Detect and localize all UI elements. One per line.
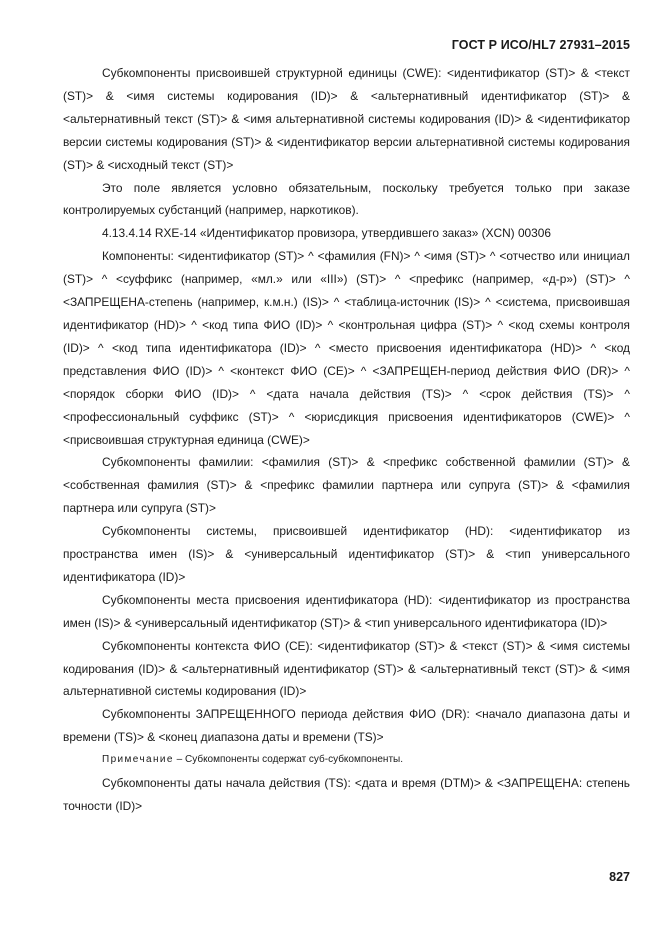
note — [63, 749, 630, 772]
paragraph-conditional-field: Это поле является условно обязательным, поскольку требуется только при заказе контролируемых субстанций (например, наркотиков). — [63, 180, 630, 218]
paragraph-validity-period-subcomponents: Субкомпоненты ЗАПРЕЩЕННОГО периода действия ФИО (DR): <начало диапазона даты и времени (TS)> & <конец диапазона даты и времени (TS)> — [63, 707, 630, 745]
paragraph-assigning-system-subcomponents: Субкомпоненты системы, присвоившей идентификатор (HD): <идентификатор из пространства имен (IS)> & <универсальный идентификатор (ST)> & <тип универсального идентификатора (ID)> — [63, 524, 630, 584]
paragraph-assigning-place-subcomponents: Субкомпоненты места присвоения идентификатора (HD): <идентификатор из пространства имен (IS)> & <универсальный идентификатор (ST)> & <тип универсального идентификатора (ID)> — [63, 592, 630, 630]
note-label: Примечание — [102, 754, 174, 766]
paragraph-cwe-subcomponents: Субкомпоненты присвоившей структурной единицы (CWE): <идентификатор (ST)> & <текст (ST)> & <имя системы кодирования (ID)> & <альтернативный идентификатор (ST)> & <альтернативный текст (ST)> & <имя альтернативной системы кодирования (ID)> & <идентификатор версии системы кодирования (ST)> & <идентификатор версии альтернативной системы кодирования (ST)> & <исходный текст (ST)> — [63, 66, 630, 172]
note-text: – Субкомпоненты содержат суб-субкомпоненты. — [173, 754, 403, 766]
section-heading-rxe-14: 4.13.4.14 RXE-14 «Идентификатор провизора, утвердившего заказ» (XCN) 00306 — [102, 226, 552, 241]
paragraph-components: Компоненты: <идентификатор (ST)> ^ <фамилия (FN)> ^ <имя (ST)> ^ <отчество или инициал (ST)> ^ <суффикс (например, «мл.» или «III») (ST)> ^ <префикс (например, «д-р») (ST)> ^ <ЗАПРЕЩЕНА-степень (например, к.м.н.) (IS)> ^ <таблица-источник (IS)> ^ <система, присвоившая идентификатор (HD)> ^ <код типа ФИО (ID)> ^ <контрольная цифра (ST)> ^ <код схемы контроля (ID)> ^ <код типа идентификатора (ID)> ^ <место присвоения идентификатора (HD)> ^ <код представления ФИО (ID)> ^ <контекст ФИО (CE)> ^ <ЗАПРЕЩЕН-период действия ФИО (DR)> ^ <порядок сборки ФИО (ID)> ^ <дата начала действия (TS)> ^ <срок действия (TS)> ^ <профессиональный суффикс (ST)> ^ <юрисдикция присвоения идентификаторов (CWE)> ^ <присвоившая структурная единица (CWE)> — [63, 249, 630, 447]
document-header: ГОСТ Р ИСО/HL7 27931–2015 — [451, 38, 630, 52]
paragraph-name-context-subcomponents: Субкомпоненты контекста ФИО (CE): <идентификатор (ST)> & <текст (ST)> & <имя системы кодирования (ID)> & <альтернативный идентификатор (ST)> & <альтернативный текст (ST)> & <имя альтернативной системы кодирования (ID)> — [63, 638, 630, 699]
page-number: 827 — [609, 870, 630, 884]
paragraph-surname-subcomponents: Субкомпоненты фамилии: <фамилия (ST)> & <префикс собственной фамилии (ST)> & <собственная фамилия (ST)> & <префикс фамилии партнера или супруга (ST)> & <фамилия партнера или супруга (ST)> — [63, 455, 630, 516]
document-body — [63, 62, 630, 818]
paragraph-effective-date-subcomponents: Субкомпоненты даты начала действия (TS): <дата и время (DTM)> & <ЗАПРЕЩЕНА: степень точности (ID)> — [63, 776, 630, 813]
